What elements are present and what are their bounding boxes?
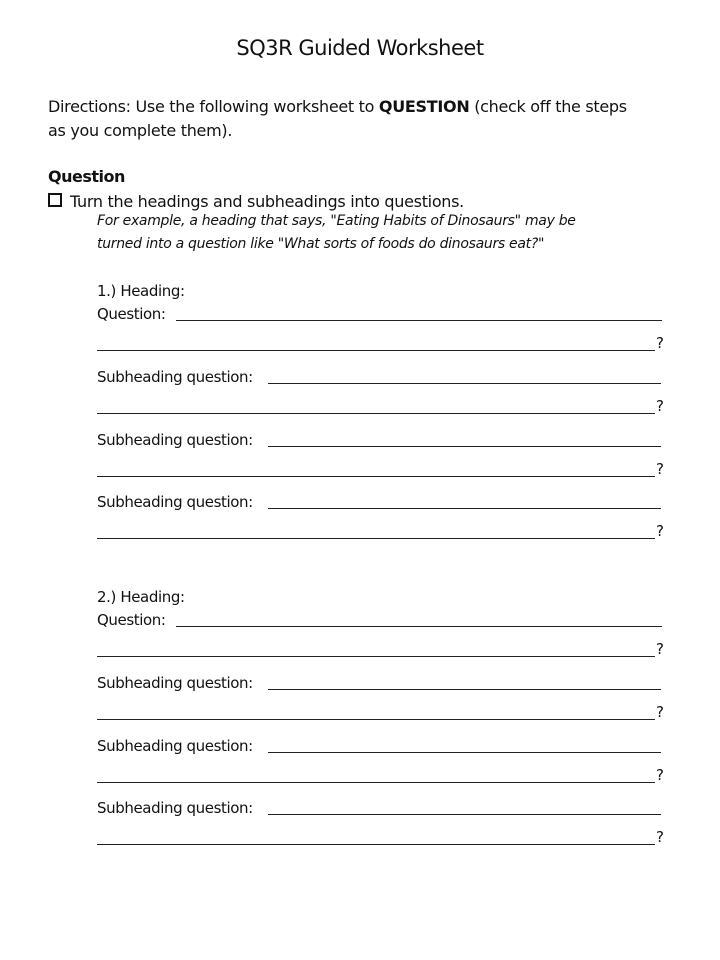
question-answer-line-2[interactable] <box>97 350 655 351</box>
question-mark: ? <box>656 522 664 540</box>
subheading-answer-line[interactable] <box>268 814 661 815</box>
subheading-answer-line[interactable] <box>268 508 661 509</box>
subheading-answer-line-2[interactable] <box>97 538 655 539</box>
subheading-answer-line[interactable] <box>268 689 661 690</box>
subheading-answer-line[interactable] <box>268 383 661 384</box>
checklist-item-label: Turn the headings and subheadings into questions. <box>70 192 464 211</box>
question-mark: ? <box>656 397 664 415</box>
example-line-1: For example, a heading that says, "Eating Habits of Dinosaurs" may be <box>97 213 576 229</box>
directions-line-2: as you complete them). <box>48 121 233 140</box>
example-line-2: turned into a question like "What sorts of foods do dinosaurs eat?" <box>97 236 545 252</box>
subheading-answer-line-2[interactable] <box>97 719 655 720</box>
subheading-answer-line[interactable] <box>268 446 661 447</box>
question-label: Question: <box>97 305 166 323</box>
heading-label: 2.) Heading: <box>97 588 185 606</box>
checklist-item <box>48 192 464 211</box>
checkbox[interactable] <box>48 193 62 207</box>
page-title: SQ3R Guided Worksheet <box>236 36 484 60</box>
question-answer-line-2[interactable] <box>97 656 655 657</box>
directions-text-end: (check off the steps <box>469 97 627 116</box>
subheading-question-label: Subheading question: <box>97 368 253 386</box>
question-answer-line[interactable] <box>176 626 662 627</box>
directions-text: Directions: Use the following worksheet to <box>48 97 379 116</box>
question-label: Question: <box>97 611 166 629</box>
question-answer-line[interactable] <box>176 320 662 321</box>
subheading-answer-line-2[interactable] <box>97 413 655 414</box>
subheading-question-label: Subheading question: <box>97 674 253 692</box>
question-mark: ? <box>656 334 664 352</box>
question-mark: ? <box>656 703 664 721</box>
subheading-question-label: Subheading question: <box>97 493 253 511</box>
section-heading: Question <box>48 167 125 186</box>
question-mark: ? <box>656 765 664 784</box>
subheading-question-label: Subheading question: <box>97 736 253 755</box>
subheading-answer-line-2[interactable] <box>97 782 655 783</box>
subheading-question-label: Subheading question: <box>97 430 253 449</box>
subheading-answer-line-2[interactable] <box>97 476 655 477</box>
directions-emphasis: QUESTION <box>378 97 470 116</box>
subheading-question-label: Subheading question: <box>97 799 253 817</box>
directions-line-1 <box>48 97 627 116</box>
question-mark: ? <box>656 459 664 478</box>
heading-label: 1.) Heading: <box>97 282 185 300</box>
question-mark: ? <box>656 828 664 846</box>
subheading-answer-line[interactable] <box>268 752 661 753</box>
question-mark: ? <box>656 640 664 658</box>
subheading-answer-line-2[interactable] <box>97 844 655 845</box>
